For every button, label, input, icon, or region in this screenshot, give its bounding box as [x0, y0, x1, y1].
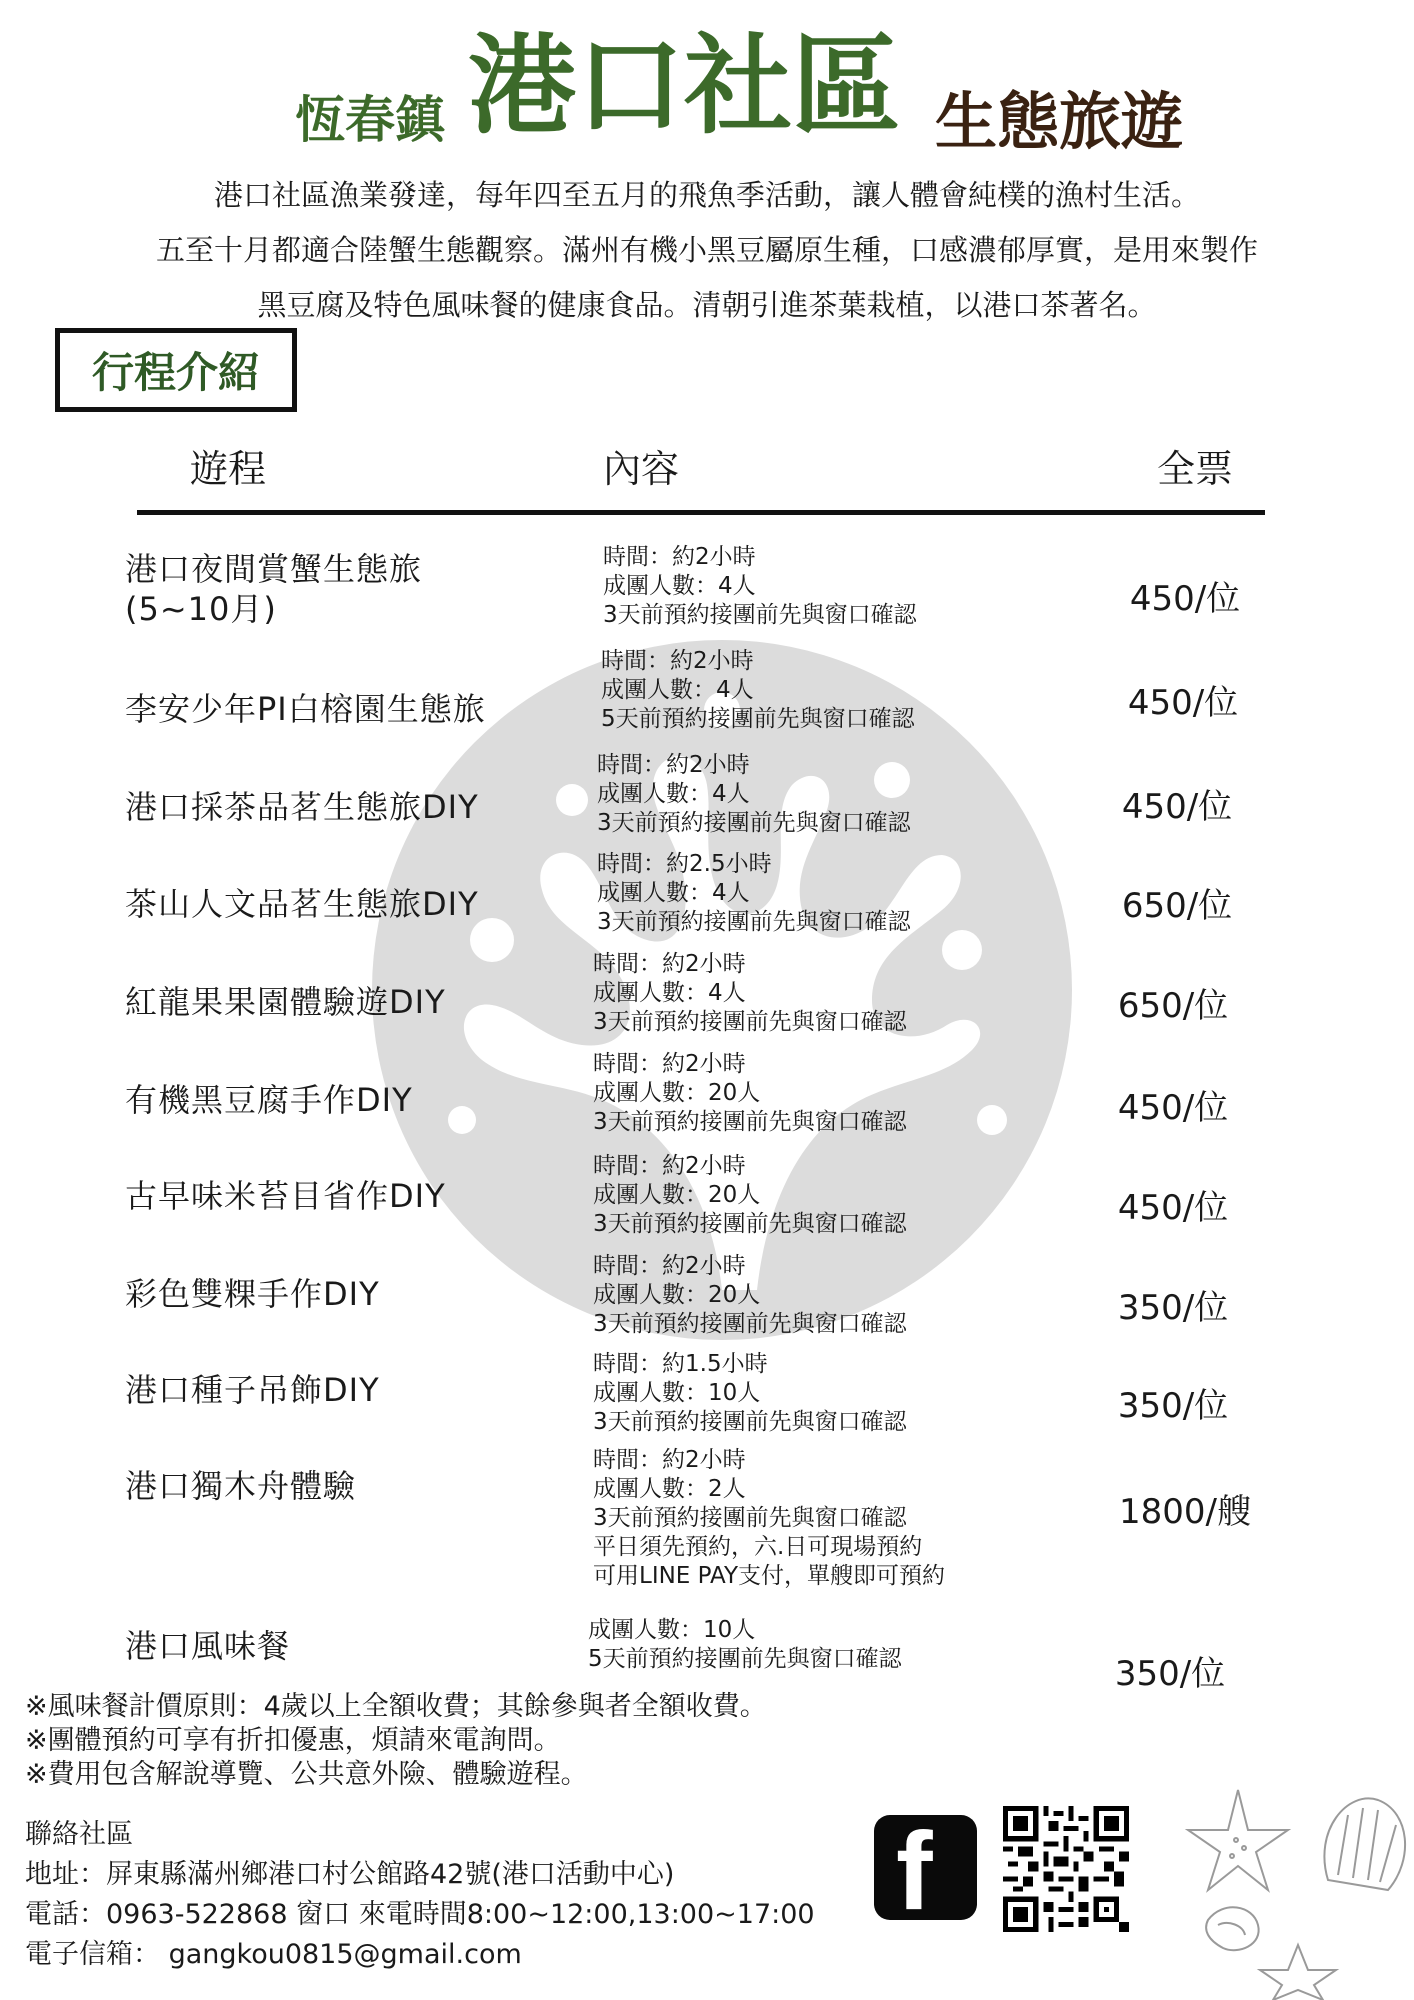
- note-line: ※費用包含解說導覽、公共意外險、體驗遊程。: [25, 1759, 588, 1790]
- detail-line: 成團人數：4人: [593, 980, 746, 1006]
- detail-line: 成團人數：4人: [597, 781, 750, 807]
- tour-price: 450/位: [1117, 1188, 1229, 1228]
- facebook-icon[interactable]: f: [874, 1815, 977, 1920]
- tour-name: 港口採茶品茗生態旅DIY: [125, 788, 479, 826]
- seashell-starfish-icon: [1148, 1770, 1414, 2000]
- page-title: 港口社區: [468, 24, 901, 149]
- contact-phone: 電話：0963-522868 窗口 來電時間8:00~12:00,13:00~17:00: [25, 1899, 815, 1930]
- intro-line: 五至十月都適合陸蟹生態觀察。滿州有機小黑豆屬原生種，口感濃郁厚實，是用來製作: [155, 233, 1258, 267]
- intro-line: 港口社區漁業發達，每年四至五月的飛魚季活動，讓人體會純樸的漁村生活。: [213, 178, 1200, 212]
- town-name: 恆春鎮: [295, 91, 445, 149]
- detail-line: 成團人數：4人: [597, 880, 750, 906]
- tour-price: 450/位: [1121, 787, 1233, 827]
- tour-details: [597, 751, 911, 838]
- tour-price: 450/位: [1117, 1088, 1229, 1128]
- tour-price: 1800/艘: [1119, 1492, 1251, 1532]
- detail-line: 時間：約2小時: [593, 1447, 746, 1473]
- tour-details: [593, 1350, 907, 1437]
- tour-name: 古早味米苔目省作DIY: [125, 1177, 446, 1215]
- tour-name: 港口種子吊飾DIY: [125, 1371, 380, 1409]
- intro-line: 黑豆腐及特色風味餐的健康食品。清朝引進茶葉栽植，以港口茶著名。: [257, 288, 1157, 322]
- detail-line: 5天前預約接團前先與窗口確認: [601, 706, 915, 732]
- detail-line: 成團人數：4人: [601, 677, 754, 703]
- qr-code-icon[interactable]: [1003, 1806, 1129, 1932]
- tour-name-line: 港口夜間賞蟹生態旅: [125, 550, 423, 588]
- detail-line: 5天前預約接團前先與窗口確認: [588, 1646, 902, 1672]
- detail-line: 時間：約2小時: [593, 1153, 746, 1179]
- tour-price: 650/位: [1121, 886, 1233, 926]
- tour-details: [593, 1152, 907, 1239]
- tour-price: 350/位: [1114, 1654, 1226, 1694]
- detail-line: 3天前預約接團前先與窗口確認: [597, 810, 911, 836]
- tour-price: 450/位: [1129, 579, 1241, 619]
- column-header-price: 全票: [1157, 447, 1234, 491]
- detail-line: 成團人數：20人: [593, 1182, 761, 1208]
- tour-name: 彩色雙粿手作DIY: [125, 1275, 380, 1313]
- detail-line: 時間：約2小時: [601, 648, 754, 674]
- tour-name: 有機黑豆腐手作DIY: [125, 1081, 413, 1119]
- detail-line: 時間：約2小時: [593, 1253, 746, 1279]
- tour-name: 紅龍果果園體驗遊DIY: [125, 983, 446, 1021]
- tour-name: 港口風味餐: [125, 1627, 291, 1665]
- note-line: ※團體預約可享有折扣優惠，煩請來電詢問。: [25, 1725, 561, 1756]
- detail-line: 3天前預約接團前先與窗口確認: [593, 1109, 907, 1135]
- tour-season: (5~10月): [125, 590, 277, 628]
- tour-details: [593, 950, 907, 1037]
- detail-line: 時間：約2小時: [593, 951, 746, 977]
- detail-line: 可用LINE PAY支付，單艘即可預約: [593, 1563, 946, 1589]
- tour-details: [593, 1446, 945, 1591]
- tour-details: [603, 543, 917, 630]
- detail-line: 3天前預約接團前先與窗口確認: [593, 1311, 907, 1337]
- contact-address: 地址：屏東縣滿州鄉港口村公館路42號(港口活動中心): [25, 1859, 675, 1890]
- page-subtitle: 生態旅遊: [935, 85, 1184, 158]
- tour-price: 450/位: [1127, 683, 1239, 723]
- detail-line: 3天前預約接團前先與窗口確認: [593, 1211, 907, 1237]
- tour-details: [593, 1050, 907, 1137]
- detail-line: 3天前預約接團前先與窗口確認: [597, 909, 911, 935]
- section-title-box: [55, 328, 297, 412]
- intro-paragraph: [60, 168, 1354, 333]
- contact-title: 聯絡社區: [25, 1819, 133, 1850]
- detail-line: 3天前預約接團前先與窗口確認: [593, 1409, 907, 1435]
- page-header: [0, 20, 1414, 158]
- tour-details: [597, 850, 911, 937]
- tour-price: 350/位: [1117, 1288, 1229, 1328]
- section-title: 行程介紹: [91, 348, 260, 397]
- tour-price: 650/位: [1117, 986, 1229, 1026]
- detail-line: 成團人數：20人: [593, 1282, 761, 1308]
- note-line: ※風味餐計價原則：4歲以上全額收費；其餘參與者全額收費。: [25, 1691, 767, 1722]
- detail-line: 時間：約2小時: [603, 544, 756, 570]
- detail-line: 3天前預約接團前先與窗口確認: [603, 602, 917, 628]
- detail-line: 3天前預約接團前先與窗口確認: [593, 1505, 907, 1531]
- contact-section: [25, 1815, 815, 1975]
- detail-line: 成團人數：4人: [603, 573, 756, 599]
- detail-line: 平日須先預約，六.日可現場預約: [593, 1534, 923, 1560]
- detail-line: 時間：約1.5小時: [593, 1351, 768, 1377]
- header-divider: [137, 510, 1265, 515]
- detail-line: 成團人數：10人: [588, 1617, 756, 1643]
- detail-line: 成團人數：10人: [593, 1380, 761, 1406]
- tour-name: [125, 549, 422, 629]
- detail-line: 時間：約2.5小時: [597, 851, 772, 877]
- tour-price: 350/位: [1117, 1386, 1229, 1426]
- tour-name: 港口獨木舟體驗: [125, 1467, 357, 1505]
- tour-details: [593, 1252, 907, 1339]
- contact-email[interactable]: 電子信箱： gangkou0815@gmail.com: [25, 1939, 522, 1970]
- tour-details: [601, 647, 915, 734]
- tour-name: 李安少年PI白榕園生態旅: [125, 690, 486, 728]
- tour-name: 茶山人文品茗生態旅DIY: [125, 885, 479, 923]
- column-header-tour: 遊程: [190, 447, 267, 491]
- detail-line: 3天前預約接團前先與窗口確認: [593, 1009, 907, 1035]
- notes-section: [25, 1690, 767, 1792]
- detail-line: 時間：約2小時: [597, 752, 750, 778]
- detail-line: 成團人數：2人: [593, 1476, 746, 1502]
- column-header-content: 內容: [603, 447, 680, 491]
- tour-details: [588, 1616, 902, 1674]
- detail-line: 時間：約2小時: [593, 1051, 746, 1077]
- detail-line: 成團人數：20人: [593, 1080, 761, 1106]
